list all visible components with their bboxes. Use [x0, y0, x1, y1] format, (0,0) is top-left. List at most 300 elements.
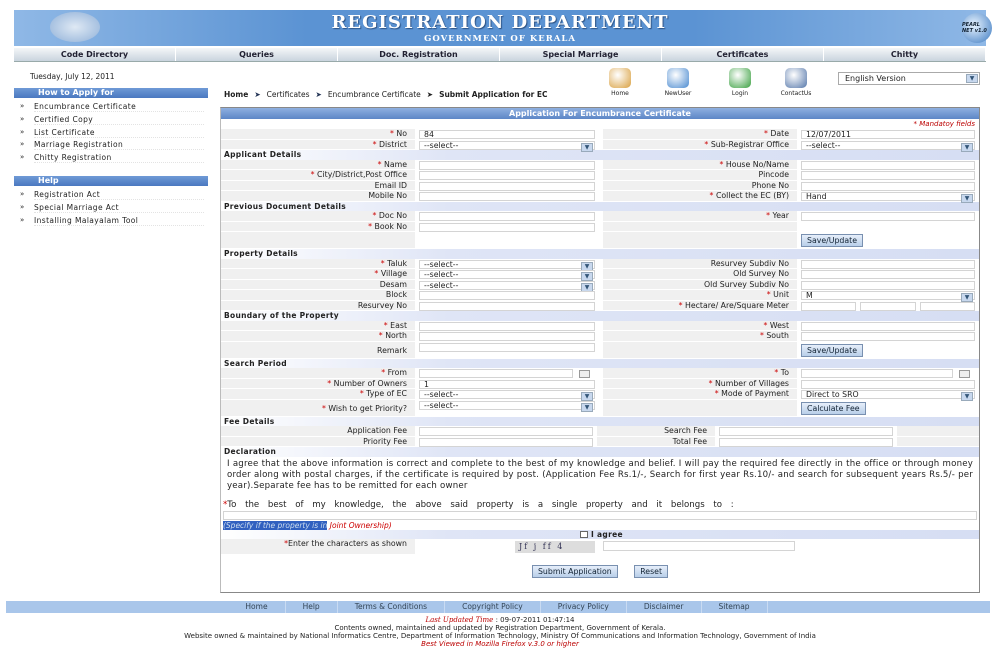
required-mark: * [763, 129, 771, 138]
collect-the-ec-by-select[interactable]: Hand ▼ [801, 192, 975, 201]
field-label [603, 368, 797, 378]
sidebar-item-installing-malayalam-tool[interactable]: » Installing Malayalam Tool [34, 216, 204, 226]
field-label [221, 331, 415, 341]
updated-label: Last Updated Time [425, 616, 494, 624]
form-row [221, 301, 979, 312]
mode-of-payment-select[interactable]: Direct to SRO ▼ [801, 390, 975, 399]
type-of-ec-label: Type of EC [366, 389, 407, 398]
breadcrumb [224, 91, 548, 99]
field-cell [415, 342, 599, 358]
district-select[interactable]: --select-- ▼ [419, 141, 595, 150]
captcha-row [221, 539, 979, 555]
east-input[interactable] [419, 322, 595, 331]
field-cell [415, 368, 599, 378]
field-label [221, 437, 415, 447]
breadcrumb-separator-icon: ➤ [315, 90, 322, 99]
required-mark: * [381, 368, 388, 377]
field-cell [415, 232, 599, 248]
resurvey-no-label: Resurvey No [357, 300, 407, 310]
north-label: North [385, 331, 407, 340]
declaration-text: I agree that the above information is correct and complete to the best of my knowledge and belief. I will pay the required fee directly in the office or through money order along with postal charges, if the certificate is required by post. (Application Fee Rs.1/-, Search for first year Rs.10/- and search for subsequent years Rs.5/- per year).Separate fee has to be remitted for each owner [227, 458, 973, 491]
field-label [603, 129, 797, 139]
square-meter-input[interactable] [920, 302, 975, 311]
form-row [221, 426, 979, 437]
field-label [603, 400, 797, 416]
required-mark: * [383, 320, 391, 330]
agree-row [221, 530, 979, 540]
name-input[interactable] [419, 161, 595, 170]
required-mark: * [678, 300, 685, 310]
site-title: REGISTRATION DEPARTMENT [331, 12, 669, 33]
application-fee-label: Application Fee [347, 426, 407, 435]
field-label [603, 321, 797, 331]
toolbar-contactus[interactable] [774, 68, 818, 97]
login-icon [729, 68, 751, 88]
name-label: Name [383, 159, 407, 169]
section-fee-details: Fee Details [221, 417, 979, 427]
field-label [221, 170, 415, 180]
field-label [603, 160, 797, 170]
chevron-down-icon: ▼ [581, 283, 593, 292]
chevron-down-icon: ▼ [581, 143, 593, 152]
form-row [221, 160, 979, 171]
field-cell [797, 259, 979, 269]
chevron-down-icon: ▼ [961, 392, 973, 401]
header-banner [14, 10, 986, 46]
main-menu [14, 48, 986, 62]
field-cell [797, 290, 979, 300]
pincode-input[interactable] [801, 171, 975, 180]
captcha-input[interactable] [603, 541, 795, 551]
form-row [221, 400, 979, 417]
required-mark: * [372, 139, 379, 149]
field-cell [415, 191, 599, 201]
doc-no-input[interactable] [419, 212, 595, 221]
field-cell [797, 321, 979, 331]
form-row [221, 191, 979, 202]
taluk-select[interactable]: --select-- ▼ [419, 260, 595, 269]
ownership-statement: *To the best of my knowledge, the above said property is a single property and it belongs to : [223, 499, 734, 510]
required-mark: * [368, 221, 375, 231]
field-cell [797, 191, 979, 201]
number-of-villages-label: Number of Villages [714, 378, 789, 388]
form-row [221, 232, 979, 249]
search-fee-input[interactable] [719, 427, 893, 436]
old-survey-no-label: Old Survey No [733, 269, 789, 278]
field-label [221, 232, 415, 248]
required-mark: * [709, 191, 716, 200]
year-input[interactable] [801, 212, 975, 221]
footer-link-sitemap[interactable]: Sitemap [702, 601, 768, 613]
footer-link-home[interactable]: Home [228, 601, 285, 613]
field-cell [715, 426, 897, 436]
old-survey-no-input[interactable] [801, 270, 975, 279]
footer-link-disclaimer[interactable]: Disclaimer [627, 601, 702, 613]
field-cell [415, 321, 599, 331]
required-mark: * [327, 378, 334, 388]
field-cell [797, 211, 979, 221]
new-user-icon [667, 68, 689, 88]
form-row [221, 437, 979, 448]
spacer [897, 426, 979, 436]
footer-link-copyright-policy[interactable]: Copyright Policy [445, 601, 541, 613]
form-row [221, 331, 979, 342]
number-of-owners-label: Number of Owners [333, 378, 407, 388]
field-label [221, 181, 415, 191]
form-row [221, 342, 979, 359]
required-mark: * [774, 368, 781, 377]
field-label [221, 321, 415, 331]
field-cell [415, 222, 599, 232]
calendar-icon[interactable] [579, 370, 590, 378]
field-cell [415, 280, 599, 290]
resurvey-no-input[interactable] [419, 302, 595, 311]
book-no-input[interactable] [419, 223, 595, 232]
field-cell [797, 232, 979, 248]
agree-checkbox[interactable] [580, 531, 588, 538]
save-update-button[interactable]: Save/Update [801, 344, 863, 357]
field-cell [415, 426, 597, 436]
field-label [221, 222, 415, 232]
home-icon [609, 68, 631, 88]
field-cell [797, 181, 979, 191]
from-input[interactable] [419, 369, 573, 378]
required-mark: * [766, 211, 773, 220]
chevron-down-icon: ▼ [581, 262, 593, 271]
to-label: To [780, 368, 789, 377]
field-cell [415, 331, 599, 341]
old-survey-subdiv-no-label: Old Survey Subdiv No [704, 279, 789, 289]
south-label: South [766, 331, 789, 340]
reset-button[interactable]: Reset [634, 565, 668, 578]
email-id-label: Email ID [374, 180, 407, 190]
field-label [603, 211, 797, 221]
field-label [603, 181, 797, 191]
phone-no-input[interactable] [801, 182, 975, 191]
field-label [221, 269, 415, 279]
west-input[interactable] [801, 322, 975, 331]
menu-certificates[interactable]: Certificates [662, 48, 824, 61]
ec-application-form [220, 107, 980, 593]
south-input[interactable] [801, 332, 975, 341]
sidebar-item-chitty-registration[interactable]: » Chitty Registration [34, 153, 204, 163]
field-cell [797, 379, 979, 389]
sub-registrar-office-select[interactable]: --select-- ▼ [801, 141, 975, 150]
wish-to-get-priority-select[interactable]: --select-- ▼ [419, 401, 595, 410]
mode-of-payment-label: Mode of Payment [721, 389, 789, 398]
field-cell [797, 368, 979, 378]
form-row [221, 389, 979, 400]
east-label: East [390, 320, 407, 330]
menu-code-directory[interactable]: Code Directory [14, 48, 176, 61]
form-actions [221, 555, 979, 578]
are-input[interactable] [860, 302, 915, 311]
year-label: Year [772, 211, 789, 220]
pincode-label: Pincode [758, 170, 789, 179]
house-no-name-input[interactable] [801, 161, 975, 170]
specify-note [221, 521, 979, 530]
required-mark: * [377, 159, 384, 169]
sidebar-item-list-certificate[interactable]: » List Certificate [34, 128, 204, 138]
toolbar-label: ContactUs [780, 90, 812, 97]
site-subtitle: GOVERNMENT OF KERALA [424, 34, 576, 44]
footer-line2: Website owned & maintained by National Informatics Centre, Department of Information Technology, Ministry Of Communications and Information Technology, Government of India [184, 632, 816, 640]
no-input[interactable]: 84 [419, 130, 595, 139]
total-fee-input[interactable] [719, 438, 893, 447]
section-declaration: Declaration [221, 447, 979, 457]
required-mark: * [759, 331, 767, 340]
field-label [221, 379, 415, 389]
calendar-icon[interactable] [959, 370, 970, 378]
resurvey-subdiv-no-input[interactable] [801, 260, 975, 269]
field-cell [797, 222, 979, 232]
field-cell [797, 400, 979, 416]
footer-info [0, 616, 1000, 648]
captcha-image: Jf j ff 4 [515, 541, 595, 553]
phone-no-label: Phone No [751, 180, 789, 190]
specify-rest: Joint Ownership) [329, 520, 392, 530]
sidebar-item-encumbrance-certificate[interactable]: » Encumbrance Certificate [34, 102, 204, 112]
field-label [603, 301, 797, 311]
required-mark: * [321, 403, 329, 413]
form-row [221, 211, 979, 222]
breadcrumb-encumbrance-certificate[interactable]: Encumbrance Certificate [327, 90, 421, 99]
captcha-label: *Enter the characters as shown [221, 539, 415, 554]
field-label [221, 368, 415, 378]
field-cell [415, 379, 599, 389]
field-label [221, 129, 415, 139]
sidebar-item-certified-copy[interactable]: » Certified Copy [34, 115, 204, 125]
required-mark: * [374, 269, 381, 278]
menu-special-marriage[interactable]: Special Marriage [500, 48, 662, 61]
field-cell [415, 269, 599, 279]
required-mark: * [378, 331, 386, 340]
breadcrumb-certificates[interactable]: Certificates [266, 90, 310, 99]
footer-nav [6, 601, 990, 613]
field-cell [797, 301, 979, 311]
west-label: West [769, 320, 789, 330]
collect-the-ec-by-label: Collect the EC (BY) [715, 191, 789, 200]
block-input[interactable] [419, 291, 595, 300]
book-no-label: Book No [374, 221, 407, 231]
field-cell [797, 331, 979, 341]
field-label [597, 426, 715, 436]
field-cell [415, 211, 599, 221]
priority-fee-label: Priority Fee [363, 436, 407, 446]
field-label [221, 259, 415, 269]
field-cell [797, 280, 979, 290]
priority-fee-input[interactable] [419, 438, 593, 447]
breadcrumb-separator-icon: ➤ [254, 90, 261, 99]
toolbar-login[interactable] [718, 68, 762, 97]
old-survey-subdiv-no-input[interactable] [801, 281, 975, 290]
sidebar-help-header: Help [14, 176, 208, 186]
remark-input[interactable] [419, 343, 595, 352]
field-label [221, 389, 415, 399]
field-cell [415, 290, 599, 300]
mandatory-note: * Mandatoy fields [913, 120, 975, 128]
field-cell [797, 342, 979, 358]
field-label [603, 290, 797, 300]
menu-queries[interactable]: Queries [176, 48, 338, 61]
mobile-no-input[interactable] [419, 192, 595, 201]
menu-chitty[interactable]: Chitty [824, 48, 986, 61]
footer-line3: Best Viewed in Mozilla Firefox v.3.0 or higher [421, 640, 579, 648]
spacer [897, 437, 979, 447]
required-mark: * [763, 320, 770, 330]
footer-line1: Contents owned, maintained and updated by Registration Department, Government of Kerala. [334, 624, 666, 632]
required-mark: * [704, 139, 711, 149]
field-cell [797, 389, 979, 399]
hectare-input[interactable] [801, 302, 856, 311]
breadcrumb-current: Submit Application for EC [439, 90, 548, 99]
field-label [603, 331, 797, 341]
footer-link-help[interactable]: Help [286, 601, 338, 613]
field-label [603, 259, 797, 269]
section-search-period: Search Period [221, 359, 979, 369]
field-label [603, 232, 797, 248]
field-label [221, 426, 415, 436]
form-row [221, 269, 979, 280]
chevron-down-icon: ▼ [961, 194, 973, 203]
field-label [221, 290, 415, 300]
form-row [221, 379, 979, 390]
specify-highlight: (Specify if the property is in [223, 520, 328, 530]
wish-to-get-priority-label: Wish to get Priority? [328, 403, 407, 413]
chevron-down-icon: ▼ [581, 272, 593, 281]
field-cell [797, 140, 979, 150]
resurvey-subdiv-no-label: Resurvey Subdiv No [710, 258, 789, 268]
language-select[interactable] [838, 72, 980, 85]
required-mark: * [359, 389, 367, 398]
current-date: Tuesday, July 12, 2011 [30, 72, 115, 81]
ownership-text: To the best of my knowledge, the above said property is a single property and it belongs to : [227, 499, 734, 510]
footer-link-privacy-policy[interactable]: Privacy Policy [541, 601, 627, 613]
city-district-post-office-label: City/District,Post Office [317, 170, 407, 179]
field-cell [797, 129, 979, 139]
field-label [603, 222, 797, 232]
breadcrumb-home[interactable]: Home [224, 90, 249, 99]
field-cell [415, 389, 599, 399]
contact-icon [785, 68, 807, 88]
toolbar-newuser[interactable] [656, 68, 700, 97]
required-mark: * [708, 378, 715, 388]
required-mark: * [719, 159, 726, 169]
field-label [603, 379, 797, 389]
form-row [221, 280, 979, 291]
form-row [221, 140, 979, 151]
chevron-down-icon: ▼ [961, 293, 973, 302]
block-label: Block [385, 290, 407, 299]
form-row [221, 170, 979, 181]
field-cell [415, 400, 599, 416]
number-of-owners-input[interactable]: 1 [419, 380, 595, 389]
form-rows [221, 129, 979, 457]
form-row [221, 259, 979, 270]
field-label [221, 140, 415, 150]
field-cell [415, 181, 599, 191]
field-cell [415, 129, 599, 139]
form-row [221, 129, 979, 140]
field-cell [415, 301, 599, 311]
remark-label: Remark [377, 345, 407, 355]
breadcrumb-separator-icon: ➤ [426, 90, 434, 99]
field-label [603, 280, 797, 290]
field-label [603, 191, 797, 201]
field-label [221, 301, 415, 311]
field-label [221, 160, 415, 170]
toolbar-label: Login [731, 90, 749, 97]
form-row [221, 222, 979, 233]
agree-label: I agree [591, 529, 623, 539]
application-fee-input[interactable] [419, 427, 593, 436]
email-id-input[interactable] [419, 182, 595, 191]
desam-select[interactable]: --select-- ▼ [419, 281, 595, 290]
save-update-button[interactable]: Save/Update [801, 234, 863, 247]
calculate-fee-button[interactable]: Calculate Fee [801, 402, 866, 415]
unit-select[interactable]: M ▼ [801, 291, 975, 300]
total-fee-label: Total Fee [672, 436, 707, 446]
date-input[interactable]: 12/07/2011 [801, 130, 975, 139]
footer-link-terms-conditions[interactable]: Terms & Conditions [338, 601, 445, 613]
type-of-ec-select[interactable]: --select-- ▼ [419, 390, 595, 399]
sidebar-item-registration-act[interactable]: » Registration Act [34, 190, 204, 200]
ownership-input[interactable] [223, 511, 977, 520]
required-mark: * [380, 258, 388, 268]
sidebar-item-special-marriage-act[interactable]: » Special Marriage Act [34, 203, 204, 213]
submit-application-button[interactable]: Submit Application [532, 565, 618, 578]
field-label [221, 342, 415, 358]
toolbar-home[interactable] [598, 68, 642, 97]
field-cell [415, 437, 597, 447]
field-cell [797, 170, 979, 180]
number-of-villages-input[interactable] [801, 380, 975, 389]
sidebar-apply-header: How to Apply for [14, 88, 208, 98]
field-label [221, 211, 415, 221]
menu-doc-registration[interactable]: Doc. Registration [338, 48, 500, 61]
field-label [221, 400, 415, 416]
north-input[interactable] [419, 332, 595, 341]
form-row [221, 321, 979, 332]
from-label: From [387, 368, 407, 377]
mobile-no-label: Mobile No [368, 191, 407, 200]
field-cell [797, 269, 979, 279]
no-label: No [396, 129, 407, 138]
required-mark: * [310, 170, 318, 179]
field-cell [415, 160, 599, 170]
form-title: Application For Encumbrance Certificate [221, 108, 979, 119]
chevron-down-icon: ▼ [966, 74, 978, 83]
taluk-label: Taluk [387, 258, 407, 268]
search-fee-label: Search Fee [664, 426, 707, 435]
form-row [221, 368, 979, 379]
hectare-are-square-meter-label: Hectare/ Are/Square Meter [684, 300, 789, 310]
district-label: District [378, 139, 407, 149]
village-select[interactable]: --select-- ▼ [419, 270, 595, 279]
field-cell [797, 160, 979, 170]
sidebar-item-marriage-registration[interactable]: » Marriage Registration [34, 140, 204, 150]
required-mark: * [372, 211, 379, 220]
form-row [221, 181, 979, 192]
field-cell [415, 170, 599, 180]
to-input[interactable] [801, 369, 953, 378]
field-label [603, 342, 797, 358]
desam-label: Desam [379, 279, 407, 289]
city-district-post-office-input[interactable] [419, 171, 595, 180]
toolbar-label: Home [611, 90, 629, 97]
required-mark: * [714, 389, 722, 398]
field-cell [415, 259, 599, 269]
